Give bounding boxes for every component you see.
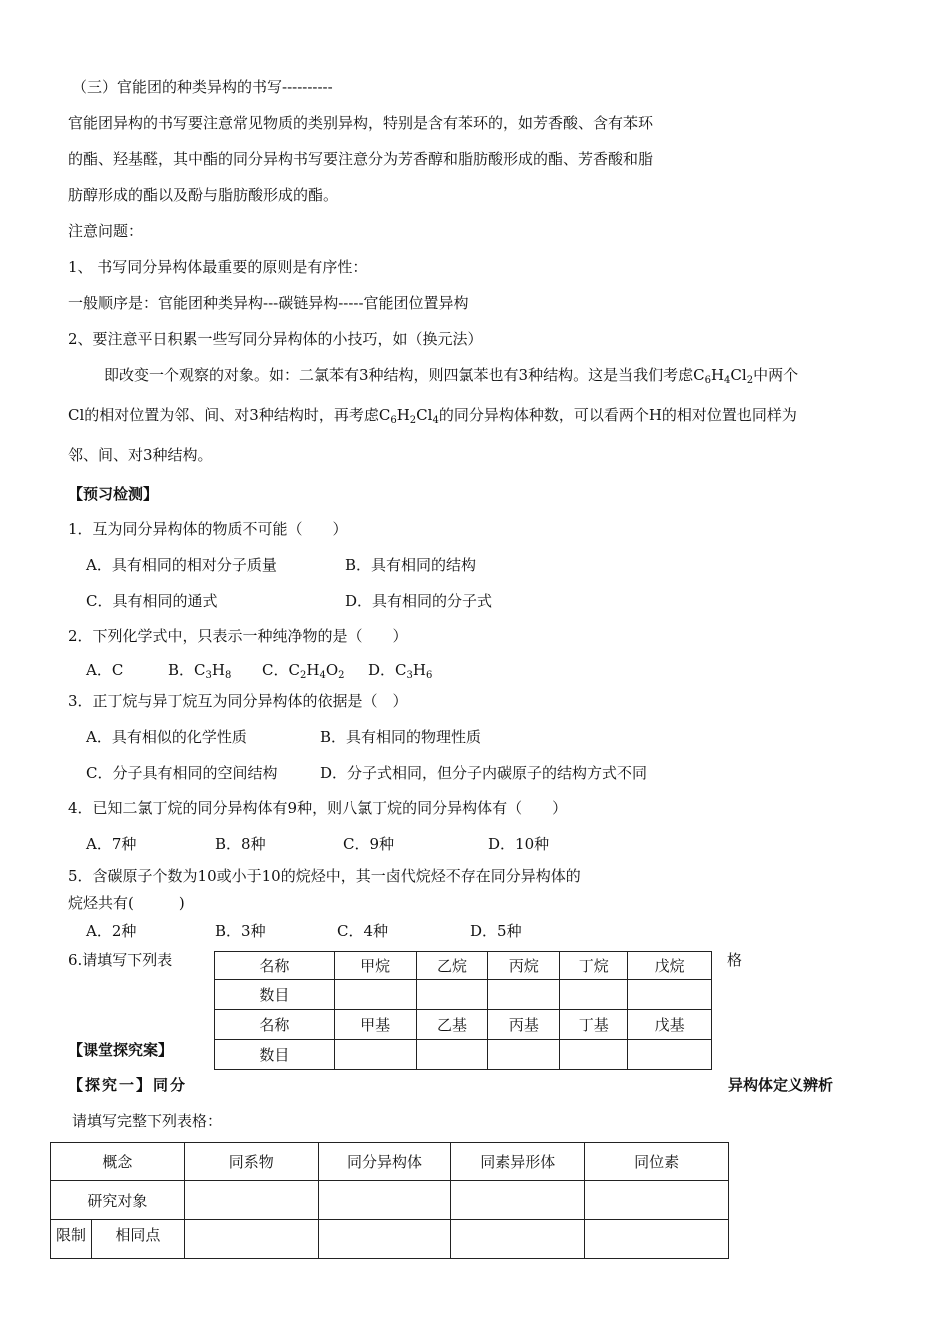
- order-line: 一般顺序是：官能团种类异构---碳链异构-----官能团位置异构: [68, 294, 469, 312]
- explore1-left: 【探究一】同分: [68, 1076, 188, 1094]
- table-cell-empty[interactable]: [560, 1040, 628, 1070]
- table-cell-empty[interactable]: [318, 1181, 451, 1220]
- note-1: 1、 书写同分异构体最重要的原则是有序性：: [68, 258, 368, 276]
- table-cell: 丙基: [488, 1010, 560, 1040]
- example-line-1: 即改变一个观察的对象。如：二氯苯有3种结构，则四氯苯也有3种结构。这是当我们考虑$C_6H_4Cl_2$中两个: [104, 366, 799, 386]
- notes-title: 注意问题：: [68, 222, 144, 240]
- table-cell: 名称: [215, 1010, 335, 1040]
- section-heading: （三）官能团的种类异构的书写----------: [72, 78, 333, 96]
- instruction: 请填写完整下列表格：: [72, 1112, 223, 1130]
- q2-option-d: D．$C_3H_6$: [368, 661, 433, 681]
- q4-option-c: C．9种: [343, 835, 395, 853]
- table-cell: 戊基: [628, 1010, 712, 1040]
- table-cell: 甲烷: [334, 952, 416, 980]
- table-cell-empty[interactable]: [451, 1181, 585, 1220]
- q4-option-b: B．8种: [215, 835, 266, 853]
- q5-option-d: D．5种: [470, 922, 522, 940]
- table-cell-empty[interactable]: [488, 980, 560, 1010]
- table-cell: 数目: [215, 1040, 335, 1070]
- q1-option-c: C．具有相同的通式: [86, 592, 218, 610]
- table-cell-empty[interactable]: [628, 980, 712, 1010]
- table-cell-empty[interactable]: [585, 1220, 729, 1259]
- q1-stem: 1．互为同分异构体的物质不可能（ ）: [68, 520, 348, 538]
- preview-title: 【预习检测】: [68, 485, 159, 503]
- restriction-label: 限制: [51, 1220, 92, 1258]
- table-cell-empty[interactable]: [334, 980, 416, 1010]
- table-cell: 名称: [215, 952, 335, 980]
- q3-option-d: D．分子式相同，但分子内碳原子的结构方式不同: [320, 764, 648, 782]
- classroom-title: 【课堂探究案】: [68, 1041, 174, 1059]
- table-cell: 戊烷: [628, 952, 712, 980]
- formula-c6h4cl2: $C_6H_4Cl_2$: [693, 366, 754, 386]
- q3-option-b: B．具有相同的物理性质: [320, 728, 482, 746]
- table-cell: 甲基: [334, 1010, 416, 1040]
- table-cell: 丙烷: [488, 952, 560, 980]
- table-cell: 丁基: [560, 1010, 628, 1040]
- header-cell: 同系物: [184, 1143, 318, 1181]
- paragraph-line-2: 的酯、羟基醛，其中酯的同分异构书写要注意分为芳香醇和脂肪酸形成的酯、芳香酸和脂: [68, 150, 654, 168]
- header-cell: 同位素: [585, 1143, 729, 1181]
- table-cell-empty[interactable]: [334, 1040, 416, 1070]
- q5-option-b: B．3种: [215, 922, 266, 940]
- formula-c6h2cl4: $C_6H_2Cl_4$: [378, 406, 439, 426]
- table-cell: 丁烷: [560, 952, 628, 980]
- q4-stem: 4．已知二氯丁烷的同分异构体有9种，则八氯丁烷的同分异构体有（ ）: [68, 799, 568, 817]
- example-line-2: Cl的相对位置为邻、间、对3种结构时，再考虑$C_6H_2Cl_4$的同分异构体种数，可以看两个H的相对位置也同样为: [68, 406, 797, 426]
- q4-option-d: D．10种: [488, 835, 550, 853]
- q5-option-a: A．2种: [86, 922, 137, 940]
- same-point-label: 相同点: [115, 1226, 161, 1244]
- q5-stem-1: 5．含碳原子个数为10或小于10的烷烃中，其一卤代烷烃不存在同分异构体的: [68, 867, 581, 885]
- table-cell-empty[interactable]: [184, 1220, 318, 1259]
- table-cell-empty[interactable]: [488, 1040, 560, 1070]
- paragraph-line-1: 官能团异构的书写要注意常见物质的类别异构，特别是含有苯环的，如芳香酸、含有苯环: [68, 114, 654, 132]
- q5-option-c: C．4种: [337, 922, 389, 940]
- q1-option-b: B．具有相同的结构: [345, 556, 477, 574]
- table-cell-empty[interactable]: [451, 1220, 585, 1259]
- q3-option-c: C．分子具有相同的空间结构: [86, 764, 278, 782]
- note-2: 2、要注意平日积累一些写同分异构体的小技巧，如（换元法）: [68, 330, 483, 348]
- q6-suffix: 格: [727, 951, 743, 969]
- example-line-3: 邻、间、对3种结构。: [68, 446, 213, 464]
- q3-stem: 3．正丁烷与异丁烷互为同分异构体的依据是（ ）: [68, 692, 408, 710]
- paragraph-line-3: 肪醇形成的酯以及酚与脂肪酸形成的酯。: [68, 186, 339, 204]
- header-cell: 概念: [51, 1143, 185, 1181]
- header-cell: 同素异形体: [451, 1143, 585, 1181]
- alkane-table: [214, 951, 712, 1070]
- header-cell: 同分异构体: [318, 1143, 451, 1181]
- q2-stem: 2．下列化学式中，只表示一种纯净物的是（ ）: [68, 627, 408, 645]
- row-label-research-object: 研究对象: [51, 1181, 185, 1220]
- table-cell-empty[interactable]: [318, 1220, 451, 1259]
- q2-option-a: A．C: [86, 661, 124, 679]
- q1-option-a: A．具有相同的相对分子质量: [86, 556, 277, 574]
- table-cell-empty[interactable]: [416, 980, 488, 1010]
- explore1-right: 异构体定义辨析: [728, 1076, 834, 1094]
- q4-option-a: A．7种: [86, 835, 137, 853]
- q1-option-d: D．具有相同的分子式: [345, 592, 493, 610]
- q6-prefix: 6.请填写下列表: [68, 951, 173, 969]
- q3-option-a: A．具有相似的化学性质: [86, 728, 247, 746]
- table-cell: 数目: [215, 980, 335, 1010]
- row-label-restriction: [51, 1220, 185, 1259]
- q5-stem-2: 烷烃共有( ): [68, 894, 185, 912]
- table-cell-empty[interactable]: [560, 980, 628, 1010]
- table-cell-empty[interactable]: [585, 1181, 729, 1220]
- table-cell: 乙烷: [416, 952, 488, 980]
- concept-table: [50, 1142, 729, 1259]
- table-cell-empty[interactable]: [628, 1040, 712, 1070]
- q2-option-c: C．$C_2H_4O_2$: [262, 661, 345, 681]
- table-cell-empty[interactable]: [184, 1181, 318, 1220]
- table-cell-empty[interactable]: [416, 1040, 488, 1070]
- q2-option-b: B．$C_3H_8$: [168, 661, 232, 681]
- table-cell: 乙基: [416, 1010, 488, 1040]
